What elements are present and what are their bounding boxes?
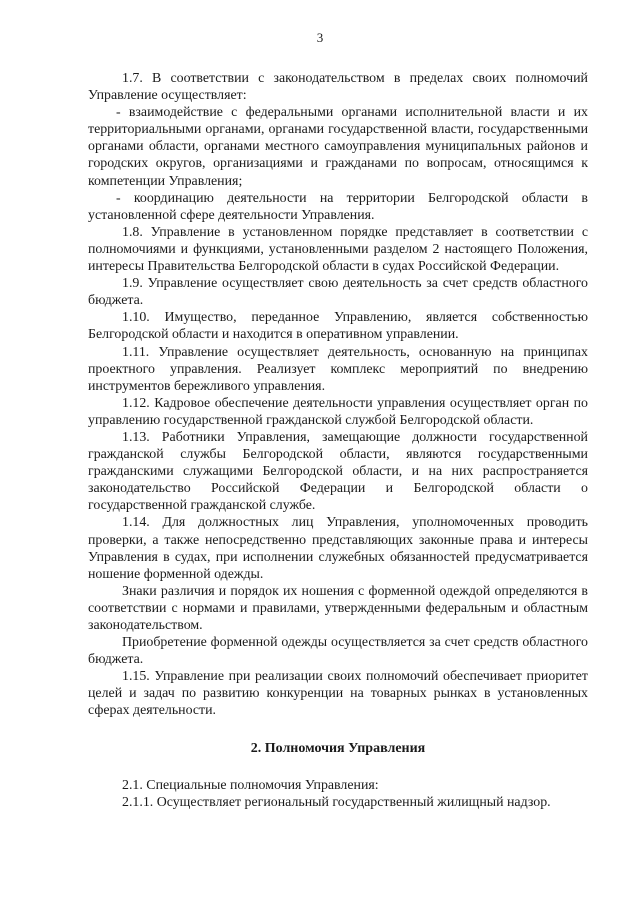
paragraph-coordination-item: - координацию деятельности на территории Белгородской области в установленной сфере деятельности Управления.	[88, 190, 588, 223]
paragraph-1-14: 1.14. Для должностных лиц Управления, уполномоченных проводить проверки, а также непосредственно представляющих законные права и интересы Управления в судах, при исполнении служебных обязанностей предусматривается ношение форменной одежды.	[88, 515, 588, 582]
paragraph-1-11: 1.11. Управление осуществляет деятельность, основанную на принципах проектного управления. Реализует комплекс мероприятий по внедрению инструментов бережливого управления.	[88, 344, 588, 394]
paragraph-1-8: 1.8. Управление в установленном порядке представляет в соответствии с полномочиями и функциями, установленными разделом 2 настоящего Положения, интересы Правительства Белгородской области в судах Российской Федерации.	[88, 224, 588, 275]
paragraph-1-13: 1.13. Работники Управления, замещающие должности государственной гражданской службы Белгородской области, являются государственными гражданскими служащими Белгородской области, и на них распространяется законодательство Российской Федерации и Белгородской области о государственной гражданской службе.	[88, 429, 588, 514]
paragraph-uniform-purchase: Приобретение форменной одежды осуществляется за счет средств областного бюджета.	[88, 635, 588, 668]
page-number: 3	[316, 30, 324, 45]
paragraph-1-10: 1.10. Имущество, переданное Управлению, является собственностью Белгородской области и находится в оперативном управлении.	[88, 310, 588, 343]
paragraph-1-12: 1.12. Кадровое обеспечение деятельности управления осуществляет орган по управлению государственной гражданской службой Белгородской области.	[88, 395, 588, 428]
paragraph-1-15: 1.15. Управление при реализации своих полномочий обеспечивает приоритет целей и задач по развитию конкуренции на товарных рынках в установленных сферах деятельности.	[88, 669, 588, 719]
paragraph-1-9: 1.9. Управление осуществляет свою деятельность за счет средств областного бюджета.	[88, 276, 588, 309]
paragraph-2-1-1: 2.1.1. Осуществляет региональный государственный жилищный надзор.	[122, 794, 551, 810]
paragraph-1-7: 1.7. В соответствии с законодательством в пределах своих полномочий Управление осуществляет:	[88, 71, 588, 104]
section-heading: 2. Полномочия Управления	[250, 740, 426, 756]
paragraph-interaction-item: - взаимодействие с федеральными органами исполнительной власти и их территориальными органами, органами государственной власти, государственными органами области, органами местного самоуправления муниципальных районов и городских округов, организациями и гражданами по вопросам, относящимся к компетенции Управления;	[88, 105, 588, 189]
paragraph-insignia: Знаки различия и порядок их ношения с форменной одеждой определяются в соответствии с нормами и правилами, утвержденными федеральным и областным законодательством.	[88, 583, 588, 633]
paragraph-2-1: 2.1. Специальные полномочия Управления:	[122, 777, 379, 793]
document-body	[88, 70, 588, 811]
